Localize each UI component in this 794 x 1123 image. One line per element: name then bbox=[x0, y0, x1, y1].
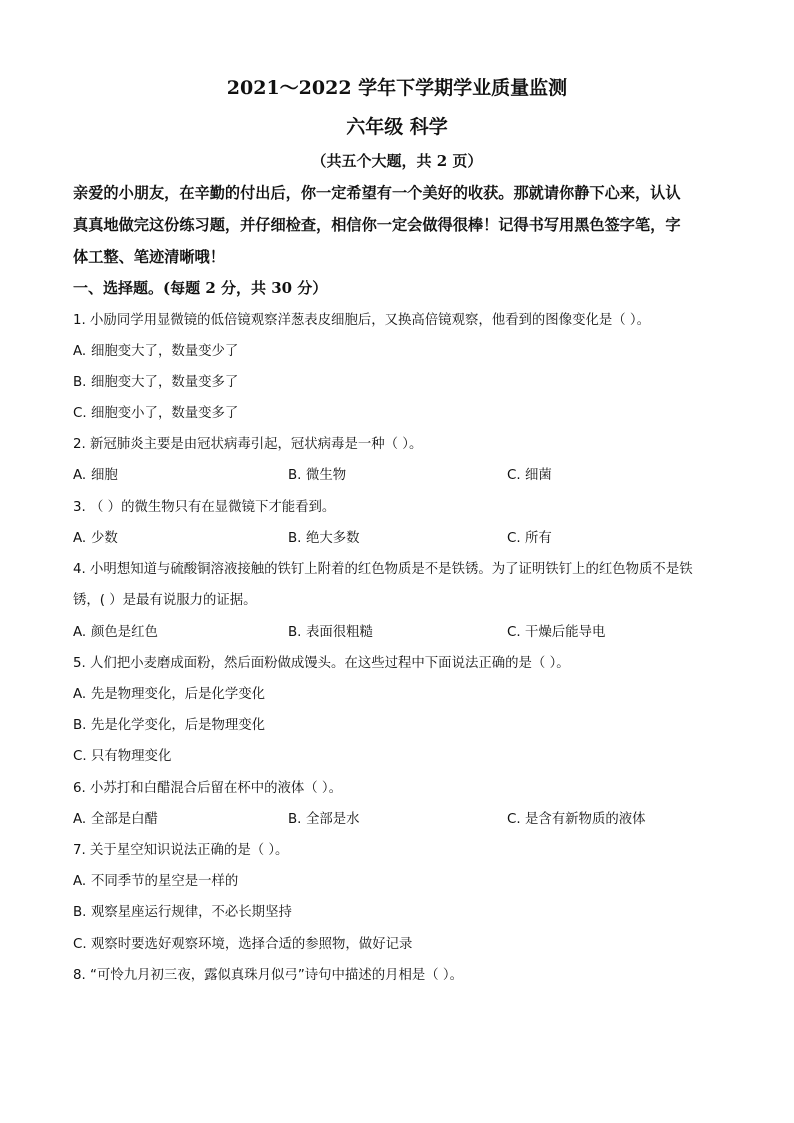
option-key: B. bbox=[288, 625, 302, 640]
question-stem: 5. 人们把小麦磨成面粉，然后面粉做成馒头。在这些过程中下面说法正确的是（ ）。 bbox=[73, 656, 570, 671]
page-count-note: （共五个大题，共 2 页） bbox=[311, 152, 483, 170]
question-stem: 2. 新冠肺炎主要是由冠状病毒引起，冠状病毒是一种（ ）。 bbox=[73, 437, 423, 452]
option bbox=[73, 402, 238, 421]
option-text: 全部是白醋 bbox=[91, 812, 158, 827]
option-text: 不同季节的星空是一样的 bbox=[91, 874, 239, 889]
question-stem: 1. 小励同学用显微镜的低倍镜观察洋葱表皮细胞后，又换高倍镜观察，他看到的图像变化是（ ）。 bbox=[73, 313, 650, 328]
option bbox=[507, 464, 552, 483]
page-title: 2021～2022 学年下学期学业质量监测 bbox=[226, 77, 568, 99]
option bbox=[73, 870, 238, 889]
option-key: B. bbox=[73, 905, 87, 920]
question-stem: 4. 小明想知道与硫酸铜溶液接触的铁钉上附着的红色物质是不是铁锈。为了证明铁钉上的红色物质不是铁 bbox=[73, 562, 693, 577]
option-key: C. bbox=[73, 937, 87, 952]
option-text: 绝大多数 bbox=[306, 531, 360, 546]
intro-line-2: 真真地做完这份练习题，并仔细检查，相信你一定会做得很棒！记得书写用黑色签字笔，字 bbox=[73, 216, 681, 234]
option-key: B. bbox=[288, 531, 302, 546]
option-key: B. bbox=[73, 375, 87, 390]
option bbox=[73, 527, 118, 546]
option-text: 观察星座运行规律，不必长期坚持 bbox=[91, 905, 292, 920]
option bbox=[288, 464, 346, 483]
option-text: 先是物理变化，后是化学变化 bbox=[91, 687, 266, 702]
option bbox=[73, 340, 238, 359]
option-text: 细胞变小了，数量变多了 bbox=[91, 406, 239, 421]
option-text: 细胞变大了，数量变少了 bbox=[91, 344, 239, 359]
option-key: B. bbox=[288, 468, 302, 483]
option-key: C. bbox=[507, 531, 521, 546]
option bbox=[73, 745, 171, 764]
option-text: 先是化学变化，后是物理变化 bbox=[91, 718, 266, 733]
option-text: 颜色是红色 bbox=[91, 625, 158, 640]
option-text: 细胞 bbox=[91, 468, 118, 483]
option bbox=[73, 683, 265, 702]
option bbox=[507, 621, 605, 640]
option-key: A. bbox=[73, 468, 87, 483]
option-key: A. bbox=[73, 874, 87, 889]
option-text: 所有 bbox=[525, 531, 552, 546]
option bbox=[73, 371, 238, 390]
question-stem: 7. 关于星空知识说法正确的是（ ）。 bbox=[73, 843, 289, 858]
intro-line-1: 亲爱的小朋友，在辛勤的付出后，你一定希望有一个美好的收获。那就请你静下心来，认认 bbox=[73, 184, 681, 202]
option bbox=[288, 621, 373, 640]
option-text: 少数 bbox=[91, 531, 118, 546]
option-key: C. bbox=[73, 749, 87, 764]
option bbox=[73, 621, 158, 640]
option-text: 干燥后能导电 bbox=[525, 625, 606, 640]
grade-subject: 六年级 科学 bbox=[346, 116, 448, 138]
question-stem: 6. 小苏打和白醋混合后留在杯中的液体（ ）。 bbox=[73, 781, 343, 796]
option bbox=[73, 714, 265, 733]
option bbox=[507, 808, 646, 827]
option bbox=[507, 527, 552, 546]
option-key: C. bbox=[507, 812, 521, 827]
option bbox=[73, 901, 292, 920]
option-key: B. bbox=[288, 812, 302, 827]
option-text: 微生物 bbox=[306, 468, 347, 483]
option-key: A. bbox=[73, 812, 87, 827]
option-key: A. bbox=[73, 687, 87, 702]
section-heading: 一、选择题。(每题 2 分，共 30 分） bbox=[73, 279, 328, 297]
option-key: A. bbox=[73, 625, 87, 640]
option-key: A. bbox=[73, 531, 87, 546]
question-stem: 8. “可怜九月初三夜，露似真珠月似弓”诗句中描述的月相是（ ）。 bbox=[73, 968, 464, 983]
option-text: 表面很粗糙 bbox=[306, 625, 373, 640]
option bbox=[73, 808, 158, 827]
option-text: 细菌 bbox=[525, 468, 552, 483]
option-key: C. bbox=[507, 468, 521, 483]
option bbox=[288, 808, 360, 827]
option-text: 是含有新物质的液体 bbox=[525, 812, 646, 827]
option bbox=[73, 464, 118, 483]
option bbox=[288, 527, 360, 546]
option-text: 细胞变大了，数量变多了 bbox=[91, 375, 239, 390]
option-key: B. bbox=[73, 718, 87, 733]
option-text: 只有物理变化 bbox=[91, 749, 172, 764]
option-key: C. bbox=[507, 625, 521, 640]
option bbox=[73, 933, 412, 952]
option-key: A. bbox=[73, 344, 87, 359]
option-text: 全部是水 bbox=[306, 812, 360, 827]
option-text: 观察时要选好观察环境，选择合适的参照物，做好记录 bbox=[91, 937, 413, 952]
option-key: C. bbox=[73, 406, 87, 421]
question-stem-continued: 锈，( ）是最有说服力的证据。 bbox=[73, 593, 257, 608]
intro-line-3: 体工整、笔迹清晰哦！ bbox=[73, 248, 225, 266]
question-stem: 3. （ ）的微生物只有在显微镜下才能看到。 bbox=[73, 500, 336, 515]
